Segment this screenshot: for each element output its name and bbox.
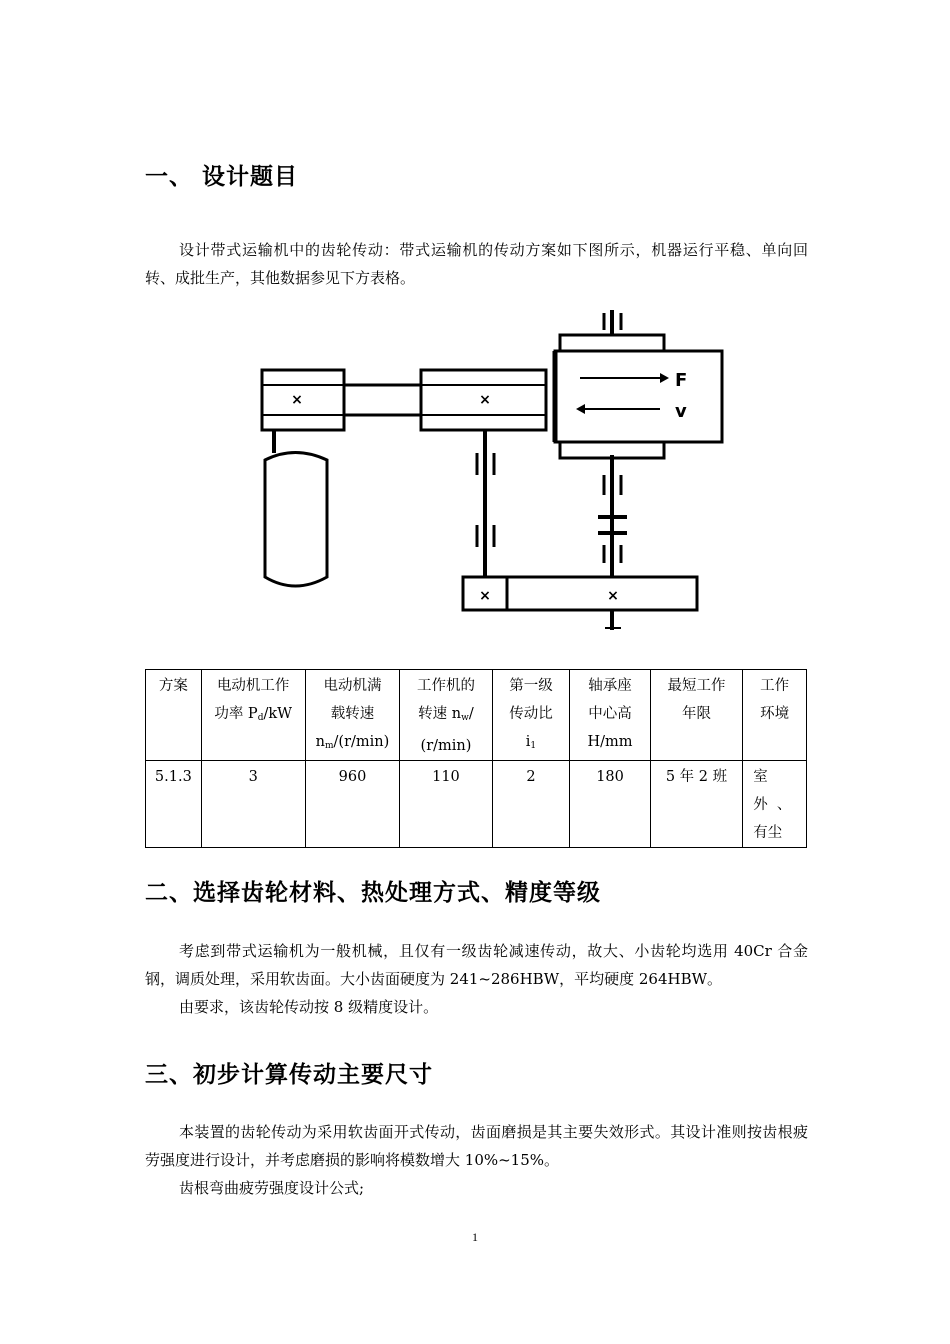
- section-3-paragraph-2: 齿根弯曲疲劳强度设计公式;: [179, 1179, 365, 1197]
- table-header-row: [146, 670, 807, 761]
- transmission-diagram: [255, 305, 730, 635]
- design-parameters-table: [145, 669, 807, 848]
- gear-axis-mark-2: ×: [607, 588, 619, 604]
- section-2-paragraph-1: 考虑到带式运输机为一般机械，且仅有一级齿轮减速传动，故大、小齿轮均选用 40Cr 合金钢，调质处理，采用软齿面。大小齿面硬度为 241~286HBW，平均硬度 264HBW。: [145, 942, 808, 988]
- cell-ratio: 2: [492, 761, 570, 848]
- cell-motor-speed: 960: [305, 761, 400, 848]
- motor-body: [265, 453, 327, 587]
- section-2-paragraph-2: 由要求，该齿轮传动按 8 级精度设计。: [179, 998, 439, 1016]
- section-3-paragraph-1: 本装置的齿轮传动为采用软齿面开式传动，齿面磨损是其主要失效形式。其设计准则按齿根疲劳强度进行设计，并考虑磨损的影响将模数增大 10%~15%。: [145, 1123, 808, 1169]
- cell-work-speed: 110: [400, 761, 492, 848]
- header-work-speed: 工作机的 转速 $n_w/$ (r/min): [400, 670, 492, 761]
- page-number: 1: [472, 1230, 478, 1244]
- table-row: [146, 761, 807, 848]
- force-label: F: [675, 370, 688, 391]
- section-1-paragraph: 设计带式运输机中的齿轮传动：带式运输机的传动方案如下图所示，机器运行平稳、单向回转、成批生产，其他数据参见下方表格。: [145, 241, 808, 287]
- motor-pulley: [262, 370, 344, 430]
- header-ratio: 第一级 传动比 $i_1$: [492, 670, 570, 761]
- header-environment: 工作 环境: [743, 670, 807, 761]
- velocity-label: v: [675, 401, 687, 422]
- header-service-life: 最短工作 年限: [650, 670, 742, 761]
- section-3-heading: 三、初步计算传动主要尺寸: [145, 1062, 433, 1088]
- section-1-heading: 一、 设计题目: [145, 164, 299, 190]
- cell-scheme: 5.1.3: [146, 761, 202, 848]
- header-motor-speed: 电动机满 载转速 $n_m/(r/\min)$: [305, 670, 400, 761]
- header-scheme: 方案: [146, 670, 202, 761]
- cell-service-life: 5 年 2 班: [650, 761, 742, 848]
- pulley-axis-mark-1: ×: [291, 392, 303, 408]
- header-center-height: 轴承座 中心高 H/mm: [570, 670, 650, 761]
- section-2-heading: 二、选择齿轮材料、热处理方式、精度等级: [145, 880, 601, 906]
- gear-axis-mark-1: ×: [479, 588, 491, 604]
- cell-center-height: 180: [570, 761, 650, 848]
- gear-pair: [463, 577, 697, 610]
- cell-power: 3: [201, 761, 305, 848]
- cell-environment: 室 外 、 有尘: [743, 761, 807, 848]
- header-power: 电动机工作 功率 $P_d/kW$: [201, 670, 305, 761]
- pulley-axis-mark-2: ×: [479, 392, 491, 408]
